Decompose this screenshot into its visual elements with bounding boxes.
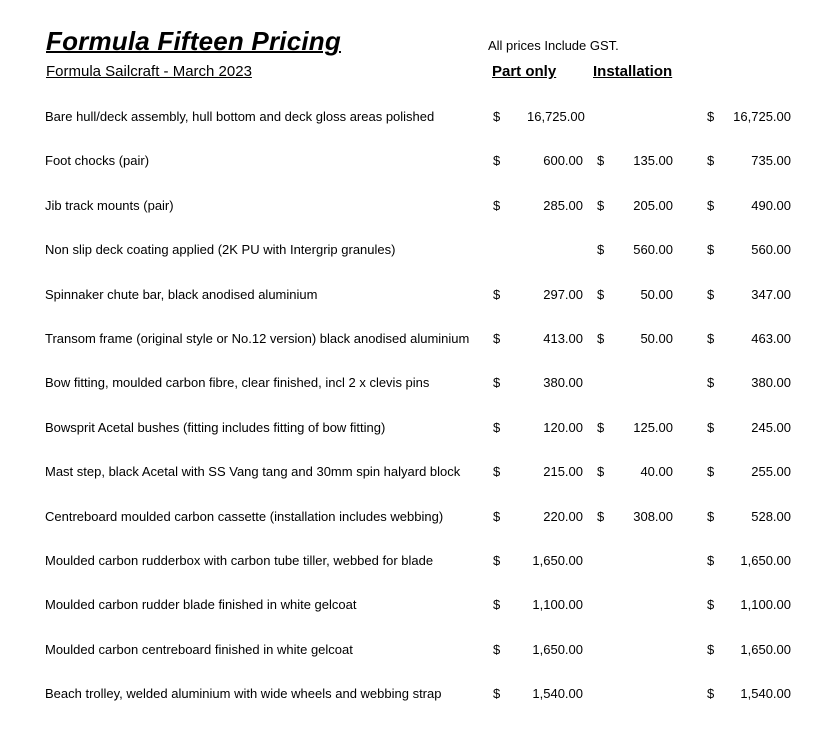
part-price: 1,540.00 <box>532 686 583 702</box>
total-price: 528.00 <box>751 508 791 524</box>
total-price: 1,650.00 <box>740 552 791 568</box>
total-price: 1,650.00 <box>740 641 791 657</box>
installation-currency-symbol: $ <box>597 242 605 258</box>
part-currency-symbol: $ <box>493 686 501 702</box>
installation-currency-symbol: $ <box>597 508 605 524</box>
part-price: 297.00 <box>543 286 583 302</box>
item-description: Bow fitting, moulded carbon fibre, clear finished, incl 2 x clevis pins <box>45 375 430 391</box>
installation-currency-symbol: $ <box>597 286 605 302</box>
total-currency-symbol: $ <box>707 153 715 169</box>
price-row <box>0 627 823 671</box>
part-currency-symbol: $ <box>493 464 501 480</box>
total-price: 255.00 <box>751 464 791 480</box>
total-price: 463.00 <box>751 330 791 346</box>
price-row <box>0 449 823 493</box>
total-price: 380.00 <box>751 375 791 391</box>
item-description: Bare hull/deck assembly, hull bottom and deck gloss areas polished <box>45 109 435 124</box>
total-price: 347.00 <box>751 286 791 302</box>
item-description: Non slip deck coating applied (2K PU with Intergrip granules) <box>45 242 396 258</box>
total-currency-symbol: $ <box>707 109 715 124</box>
part-price: 215.00 <box>543 464 583 480</box>
total-currency-symbol: $ <box>707 419 715 435</box>
page-subtitle: Formula Sailcraft - March 2023 <box>46 63 252 80</box>
total-price: 1,540.00 <box>740 686 791 702</box>
installation-price: 40.00 <box>640 464 673 480</box>
item-description: Mast step, black Acetal with SS Vang tang and 30mm spin halyard block <box>45 464 461 480</box>
installation-currency-symbol: $ <box>597 153 605 169</box>
total-price: 245.00 <box>751 419 791 435</box>
total-currency-symbol: $ <box>707 197 715 213</box>
item-description: Centreboard moulded carbon cassette (installation includes webbing) <box>45 508 444 524</box>
page-title: Formula Fifteen Pricing <box>46 26 341 56</box>
item-description: Foot chocks (pair) <box>45 153 150 169</box>
price-row <box>0 360 823 404</box>
total-price: 735.00 <box>751 153 791 169</box>
part-currency-symbol: $ <box>493 109 501 124</box>
part-price: 413.00 <box>543 330 583 346</box>
price-row <box>0 183 823 227</box>
part-currency-symbol: $ <box>493 286 501 302</box>
price-list <box>0 94 823 715</box>
gst-note: All prices Include GST. <box>488 38 619 53</box>
installation-price: 560.00 <box>633 242 673 258</box>
part-price: 1,650.00 <box>532 641 583 657</box>
price-row <box>0 582 823 626</box>
item-description: Transom frame (original style or No.12 version) black anodised aluminium <box>45 330 470 346</box>
part-price: 1,100.00 <box>532 597 583 613</box>
part-price: 600.00 <box>543 153 583 169</box>
part-currency-symbol: $ <box>493 375 501 391</box>
item-description: Bowsprit Acetal bushes (fitting includes fitting of bow fitting) <box>45 419 386 435</box>
part-currency-symbol: $ <box>493 641 501 657</box>
part-price: 285.00 <box>543 197 583 213</box>
installation-currency-symbol: $ <box>597 464 605 480</box>
total-currency-symbol: $ <box>707 686 715 702</box>
item-description: Jib track mounts (pair) <box>45 197 174 213</box>
total-currency-symbol: $ <box>707 330 715 346</box>
total-price: 1,100.00 <box>740 597 791 613</box>
installation-price: 50.00 <box>640 330 673 346</box>
price-row <box>0 272 823 316</box>
total-currency-symbol: $ <box>707 286 715 302</box>
part-price: 380.00 <box>543 375 583 391</box>
part-currency-symbol: $ <box>493 597 501 613</box>
installation-price: 135.00 <box>633 153 673 169</box>
item-description: Beach trolley, welded aluminium with wide wheels and webbing strap <box>45 686 442 702</box>
price-row <box>0 94 823 138</box>
column-header-part-only: Part only <box>492 63 557 80</box>
total-currency-symbol: $ <box>707 641 715 657</box>
part-price: 1,650.00 <box>532 552 583 568</box>
part-currency-symbol: $ <box>493 197 501 213</box>
total-currency-symbol: $ <box>707 464 715 480</box>
price-row <box>0 316 823 360</box>
installation-currency-symbol: $ <box>597 330 605 346</box>
price-row <box>0 538 823 582</box>
price-row <box>0 138 823 182</box>
column-header-installation: Installation <box>593 63 673 80</box>
installation-price: 125.00 <box>633 419 673 435</box>
price-row <box>0 671 823 715</box>
price-row <box>0 227 823 271</box>
total-price: 490.00 <box>751 197 791 213</box>
price-row <box>0 405 823 449</box>
item-description: Moulded carbon rudderbox with carbon tube tiller, webbed for blade <box>45 552 434 568</box>
total-price: 16,725.00 <box>733 109 791 124</box>
item-description: Spinnaker chute bar, black anodised aluminium <box>45 286 318 302</box>
part-currency-symbol: $ <box>493 153 501 169</box>
part-currency-symbol: $ <box>493 508 501 524</box>
part-price: 120.00 <box>543 419 583 435</box>
total-price: 560.00 <box>751 242 791 258</box>
item-description: Moulded carbon centreboard finished in white gelcoat <box>45 641 353 657</box>
total-currency-symbol: $ <box>707 242 715 258</box>
installation-price: 205.00 <box>633 197 673 213</box>
item-description: Moulded carbon rudder blade finished in white gelcoat <box>45 597 357 613</box>
total-currency-symbol: $ <box>707 375 715 391</box>
total-currency-symbol: $ <box>707 508 715 524</box>
part-currency-symbol: $ <box>493 552 501 568</box>
installation-price: 308.00 <box>633 508 673 524</box>
installation-currency-symbol: $ <box>597 419 605 435</box>
total-currency-symbol: $ <box>707 552 715 568</box>
price-row <box>0 494 823 538</box>
part-currency-symbol: $ <box>493 330 501 346</box>
installation-price: 50.00 <box>640 286 673 302</box>
part-currency-symbol: $ <box>493 419 501 435</box>
part-price: 220.00 <box>543 508 583 524</box>
installation-currency-symbol: $ <box>597 197 605 213</box>
total-currency-symbol: $ <box>707 597 715 613</box>
part-price: 16,725.00 <box>527 109 585 124</box>
